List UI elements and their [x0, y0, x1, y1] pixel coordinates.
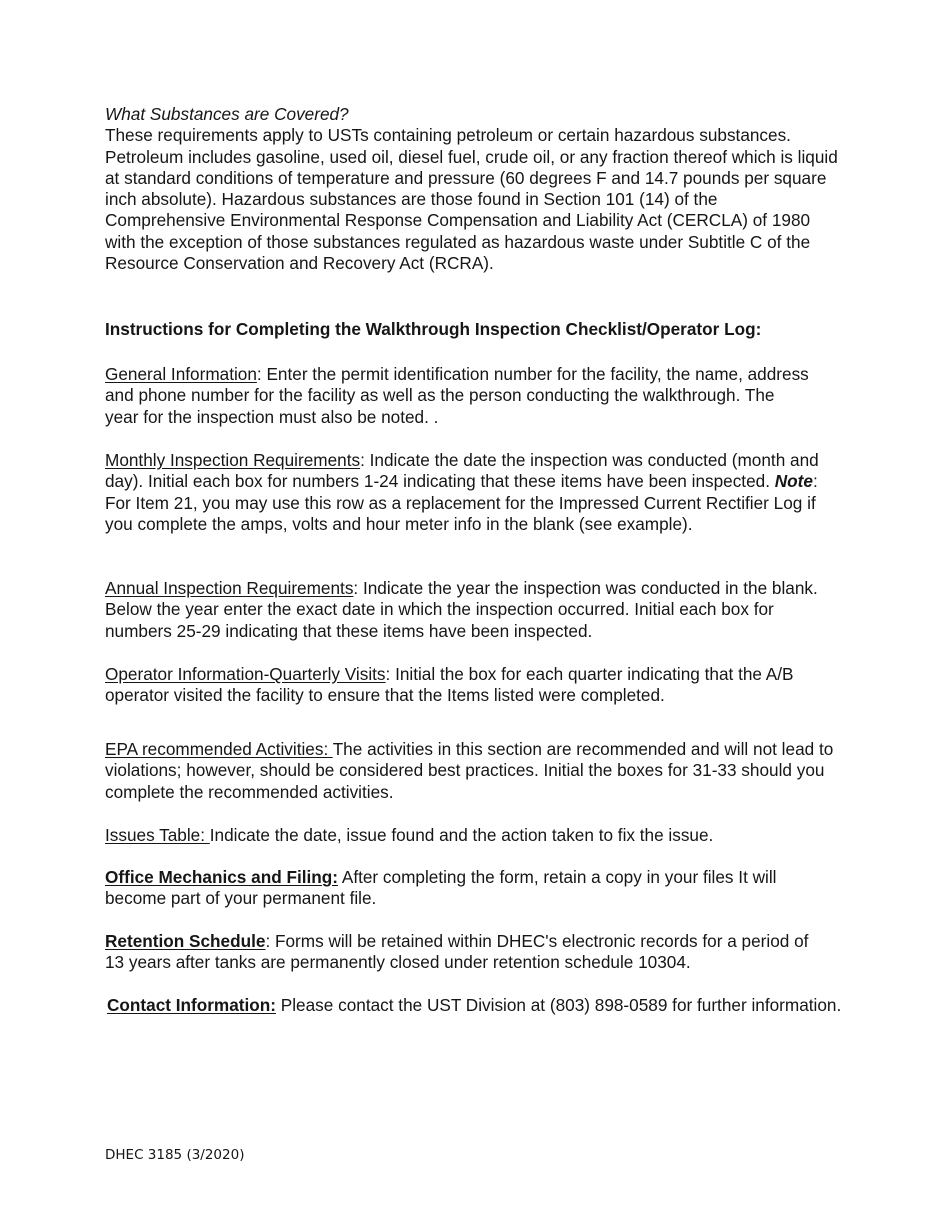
epa-activities-text: The activities in this section are recommended and will not lead to violations; however, should be considered best practices. Initial the boxes for 31-33 should you complete the recommended activities. [105, 739, 834, 802]
office-mechanics-text: After completing the form, retain a copy in your files It will become part of your permanent file. [105, 867, 777, 909]
retention-schedule-text: : Forms will be retained within DHEC's electronic records for a period of 13 years after tanks are permanently closed under retention schedule 10304. [105, 931, 809, 973]
epa-activities-label: EPA recommended Activities: [105, 739, 333, 759]
monthly-note-label: Note [774, 471, 813, 492]
issues-table-label: Issues Table: [105, 825, 210, 845]
operator-information-text: : Initial the box for each quarter indicating that the A/B operator visited the facility to ensure that the Items listed were completed. [105, 664, 794, 706]
office-mechanics-paragraph [105, 867, 810, 910]
substances-section [105, 104, 945, 274]
monthly-inspection-paragraph [105, 450, 830, 535]
operator-information-paragraph [105, 664, 830, 707]
substances-body: These requirements apply to USTs containing petroleum or certain hazardous substances. Petroleum includes gasoline, used oil, diesel fuel, crude oil, or any fraction thereof which is liquid at standard conditions of temperature and pressure (60 degrees F and 14.7 pounds per square inch absolute). Hazardous substances are those found in Section 101 (14) of the Comprehensive Environmental Response Compensation and Liability Act (CERCLA) of 1980 with the exception of those substances regulated as hazardous waste under Subtitle C of the Resource Conservation and Recovery Act (RCRA). [105, 125, 838, 274]
epa-activities-paragraph [105, 739, 840, 803]
monthly-note-text: : For Item 21, you may use this row as a replacement for the Impressed Current Rectifier Log if you complete the amps, volts and hour meter info in the blank (see example). [105, 471, 818, 534]
instructions-heading: Instructions for Completing the Walkthrough Inspection Checklist/Operator Log: [105, 319, 762, 339]
general-information-paragraph [105, 364, 810, 428]
contact-information-label: Contact Information: [107, 995, 276, 1015]
annual-inspection-paragraph [105, 578, 830, 642]
operator-information-label: Operator Information-Quarterly Visits [105, 664, 386, 684]
monthly-inspection-label: Monthly Inspection Requirements [105, 450, 361, 470]
annual-inspection-text: : Indicate the year the inspection was conducted in the blank. Below the year enter the exact date in which the inspection occurred. Initial each box for numbers 25-29 indicating that these items have been inspected. [105, 578, 818, 641]
general-information-text: : Enter the permit identification number for the facility, the name, address and phone number for the facility as well as the person conducting the walkthrough. The year for the inspection must also be noted. . [105, 364, 809, 427]
monthly-inspection-text: : Indicate the date the inspection was conducted (month and day). Initial each box for numbers 1-24 indicating that these items have been inspected. [105, 450, 819, 492]
issues-table-text: Indicate the date, issue found and the action taken to fix the issue. [209, 825, 714, 845]
retention-schedule-label: Retention Schedule [105, 931, 266, 951]
contact-information-text: Please contact the UST Division at (803) 898-0589 for further information. [276, 995, 842, 1015]
annual-inspection-label: Annual Inspection Requirements [105, 578, 354, 598]
issues-table-paragraph [105, 825, 945, 846]
office-mechanics-label: Office Mechanics and Filing: [105, 867, 339, 887]
substances-heading: What Substances are Covered? [105, 104, 349, 124]
general-information-label: General Information [105, 364, 257, 384]
contact-information-paragraph [107, 995, 947, 1016]
retention-schedule-paragraph [105, 931, 830, 974]
form-number-footer: DHEC 3185 (3/2020) [105, 1147, 245, 1163]
